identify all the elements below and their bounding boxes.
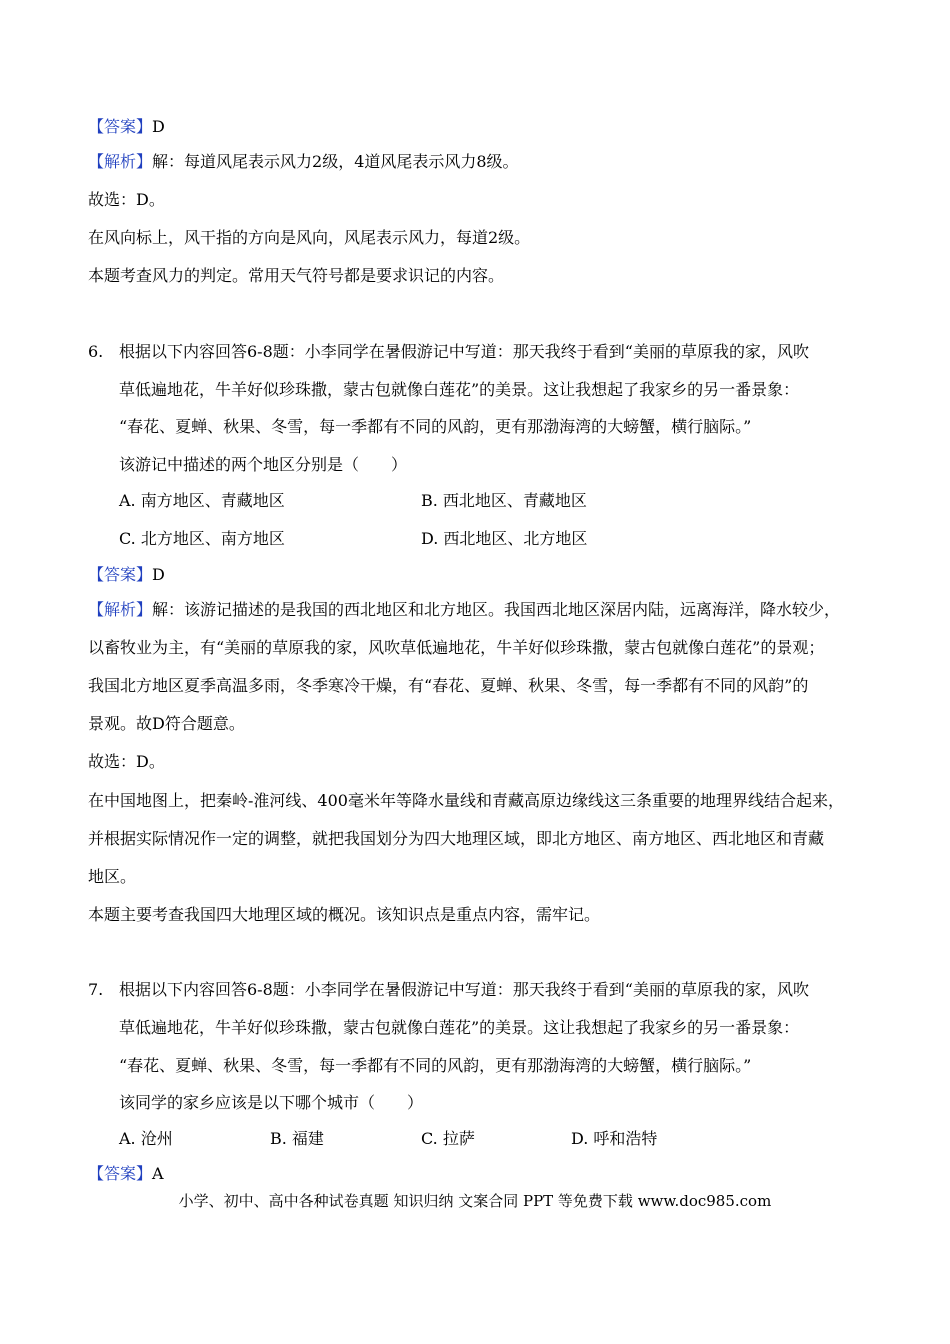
q6-question: 该游记中描述的两个地区分别是（ ） <box>119 455 408 474</box>
q6-option-b[interactable]: B. 西北地区、青藏地区 <box>421 491 587 510</box>
q6-option-a[interactable]: A. 南方地区、青藏地区 <box>119 491 285 510</box>
q6-note-line2: 并根据实际情况作一定的调整，就把我国划分为四大地理区域，即北方地区、南方地区、西北地区和青藏 <box>88 829 825 848</box>
q6-number: 6. <box>88 342 104 361</box>
q7-number: 7. <box>88 980 104 999</box>
q6-option-c[interactable]: C. 北方地区、南方地区 <box>119 529 285 548</box>
q5-choose: 故选：D。 <box>88 190 165 209</box>
q7-option-b[interactable]: B. 福建 <box>270 1129 324 1148</box>
q7-option-a[interactable]: A. 沧州 <box>119 1129 173 1148</box>
q6-stem-line2: 草低遍地花，牛羊好似珍珠撒，蒙古包就像白莲花”的美景。这让我想起了我家乡的另一番景象： <box>119 380 800 399</box>
analysis-tag: 【解析】 <box>88 600 153 619</box>
q6-stem-line1: 根据以下内容回答6-8题：小李同学在暑假游记中写道：那天我终于看到“美丽的草原我的家，风吹 <box>119 342 809 361</box>
answer-value: D <box>152 117 165 136</box>
q7-stem-line2: 草低遍地花，牛羊好似珍珠撒，蒙古包就像白莲花”的美景。这让我想起了我家乡的另一番景象： <box>119 1018 800 1037</box>
q7-answer <box>88 1163 164 1185</box>
q7-option-d[interactable]: D. 呼和浩特 <box>571 1129 658 1148</box>
q5-note: 在风向标上，风干指的方向是风向，风尾表示风力，每道2级。 <box>88 228 531 247</box>
q6-answer <box>88 564 165 586</box>
q6-analysis-line4: 景观。故D符合题意。 <box>88 714 245 733</box>
q6-analysis-line1 <box>88 599 840 621</box>
q6-note-line1: 在中国地图上，把秦岭-淮河线、400毫米年等降水量线和青藏高原边缘线这三条重要的地理界线结合起来， <box>88 791 844 810</box>
q7-question: 该同学的家乡应该是以下哪个城市（ ） <box>119 1093 424 1112</box>
page-footer: 小学、初中、高中各种试卷真题 知识归纳 文案合同 PPT 等免费下载 www.doc985.com <box>178 1192 772 1210</box>
q5-analysis <box>88 151 519 173</box>
analysis-tag: 【解析】 <box>88 152 153 171</box>
answer-value: D <box>152 565 165 584</box>
q6-note-line3: 地区。 <box>88 867 137 886</box>
q6-stem-line3: “春花、夏蝉、秋果、冬雪，每一季都有不同的风韵，更有那渤海湾的大螃蟹，横行脑际。” <box>119 417 752 436</box>
q7-stem-line1: 根据以下内容回答6-8题：小李同学在暑假游记中写道：那天我终于看到“美丽的草原我的家，风吹 <box>119 980 809 999</box>
q6-summary: 本题主要考查我国四大地理区域的概况。该知识点是重点内容，需牢记。 <box>88 905 601 924</box>
q5-summary: 本题考查风力的判定。常用天气符号都是要求识记的内容。 <box>88 266 505 285</box>
analysis-text: 解：每道风尾表示风力2级，4道风尾表示风力8级。 <box>152 152 519 171</box>
q6-analysis-line3: 我国北方地区夏季高温多雨，冬季寒冷干燥，有“春花、夏蝉、秋果、冬雪，每一季都有不同的风韵”的 <box>88 676 809 695</box>
q7-stem-line3: “春花、夏蝉、秋果、冬雪，每一季都有不同的风韵，更有那渤海湾的大螃蟹，横行脑际。” <box>119 1056 752 1075</box>
q5-answer <box>88 116 165 138</box>
q6-option-d[interactable]: D. 西北地区、北方地区 <box>421 529 588 548</box>
answer-tag: 【答案】 <box>88 1164 153 1183</box>
q6-choose: 故选：D。 <box>88 752 165 771</box>
q7-option-c[interactable]: C. 拉萨 <box>421 1129 475 1148</box>
answer-tag: 【答案】 <box>88 117 153 136</box>
answer-tag: 【答案】 <box>88 565 153 584</box>
answer-value: A <box>152 1164 164 1183</box>
q6-analysis-line2: 以畜牧业为主，有“美丽的草原我的家，风吹草低遍地花，牛羊好似珍珠撒，蒙古包就像白莲花”的景观； <box>88 638 825 657</box>
analysis-text: 解：该游记描述的是我国的西北地区和北方地区。我国西北地区深居内陆，远离海洋，降水较少， <box>152 600 841 619</box>
